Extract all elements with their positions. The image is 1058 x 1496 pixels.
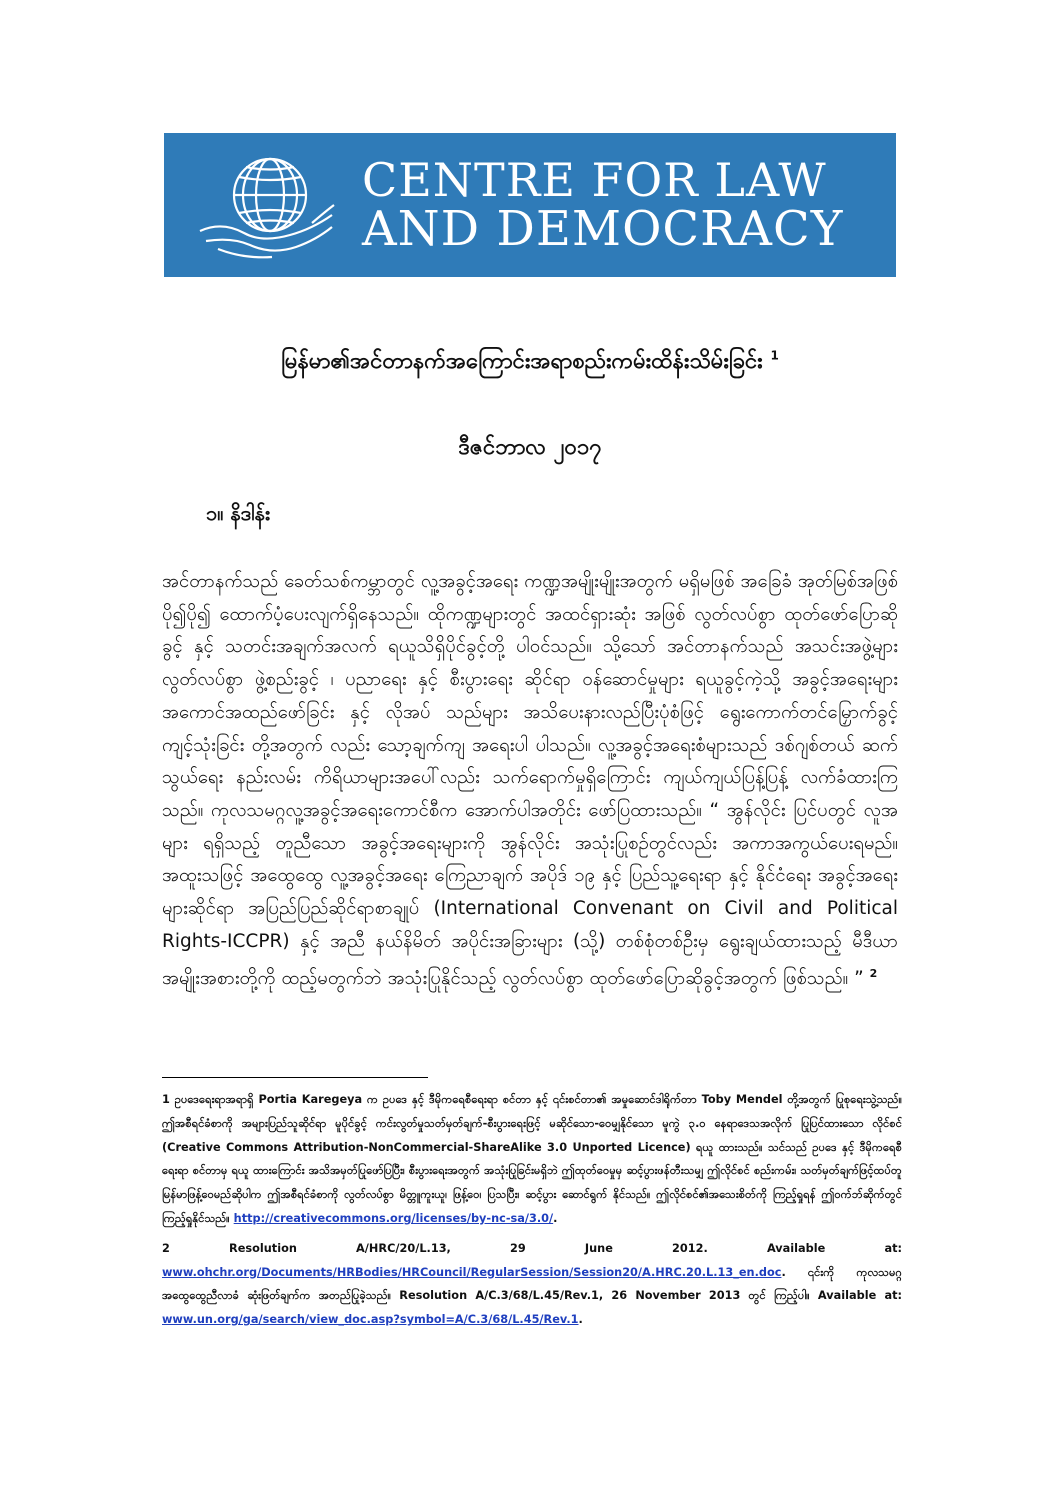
logo-text-line-1: CENTRE FOR LAW: [362, 152, 827, 207]
organization-banner: [164, 133, 896, 277]
footnote-2-link-2[interactable]: www.un.org/ga/search/view_doc.asp?symbol=A/C.3/68/L.45/Rev.1: [162, 1313, 579, 1327]
footnote-2-link[interactable]: www.ohchr.org/Documents/HRBodies/HRCouncil/RegularSession/Session20/A.HRC.20.L.13_en.doc: [162, 1265, 782, 1279]
footnote-2-text: 2 Resolution A/HRC/20/L.13, 29 June 2012. Available at:: [162, 1241, 902, 1255]
footnote-2-middle: . ၎င်းကို ကုလသမဂ္ဂအထွေထွေညီလာခံ ဆုံးဖြတ်ချက်က အတည်ပြုခဲ့သည်။ Resolution A/C.3/68/L.45/Rev.1, 26 November 2013 တွင် ကြည့်ပါ။ Available at:: [162, 1265, 902, 1303]
document-title: [160, 346, 900, 379]
footnote-1-end: .: [553, 1211, 558, 1225]
document-date: ဒီဇင်ဘာလ ၂၀၁၇: [458, 435, 602, 460]
document-title-text: မြန်မာ၏အင်တာနက်အကြောင်းအရာစည်းကမ်းထိန်းသိမ်းခြင်း: [281, 349, 763, 374]
footnote-2-end: .: [578, 1313, 583, 1327]
globe-in-hand-icon: [192, 145, 342, 265]
logo-text-line-2: AND DEMOCRACY: [362, 200, 844, 257]
footnote-ref-2[interactable]: 2: [869, 967, 878, 981]
footnote-1-link[interactable]: http://creativecommons.org/licenses/by-nc-sa/3.0/: [233, 1211, 554, 1225]
footnote-1-text: 1 ဥပဒေရေးရာအရာရှိ Portia Karegeya က ဥပဒေ နှင့် ဒီမိုကရေစီရေးရာ စင်တာ နှင့် ၎င်းစင်တာ၏ အမှုဆောင်ဒါရိုက်တာ Toby Mendel တို့အတွက် ပြုစုရေးသွဲ့သည်။ ဤအစီရင်ခံစာကို အများပြည်သူဆိုင်ရာ မူပိုင်ခွင့် ကင်းလွတ်မှုသတ်မှတ်ချက်-စီးပွားရေးဖြင့် မဆိုင်သော-ဝေမျှနိုင်သော မူကွဲ ၃.၀ နေရာဒေသအလိုက် ပြုပြင်ထားသော လိုင်စင် (Creative Commons Attribution-NonCommercial-ShareAlike 3.0 Unported Licence) ရယူ ထားသည်။ သင်သည် ဥပဒေ နှင့် ဒီမိုကရေစီ ရေးရာ စင်တာမှ ရယူ ထားကြောင်း အသိအမှတ်ပြုဖော်ပြပြီး၊ စီးပွားရေးအတွက် အသုံးပြုခြင်းမရှိဘဲ ဤထုတ်ဝေမှုမှ ဆင့်ပွားဖန်တီးသမျှ ဤလိုင်စင် စည်းကမ်း၊ သတ်မှတ်ချက်ဖြင့်ထပ်တူ မြန်မာဖြန့်ဝေမည်ဆိုပါက ဤအစီရင်ခံစာကို လွတ်လပ်စွာ မိတ္တူကူးယူ၊ ဖြန့်ဝေ၊ ပြသပြီး၊ ဆင့်ပွား ဆောင်ရွက် နိုင်သည်။ ဤလိုင်စင်၏အသေးစိတ်ကို ကြည့်ရှုရန် ဤဝက်ဘ်ဆိုက်တွင် ကြည့်ရှုနိုင်သည်။: [162, 1093, 902, 1225]
body-paragraph: [162, 566, 898, 996]
footnote-divider: [162, 1077, 428, 1078]
footnote-2: [162, 1237, 902, 1332]
footnote-1: [162, 1088, 902, 1231]
section-heading: ၁။ နိဒါန်း: [206, 501, 270, 525]
footnotes: [162, 1088, 902, 1338]
footnote-ref-1[interactable]: 1: [770, 348, 779, 363]
body-paragraph-text: အင်တာနက်သည် ခေတ်သစ်ကမ္ဘာတွင် လူ့အခွင့်အရေး ကဏ္ဍအမျိုးမျိုးအတွက် မရှိမဖြစ် အခြေခံ အုတ်မြစ်အဖြစ် ပို၍ပို၍ ထောက်ပံ့ပေးလျက်ရှိနေသည်။ ထိုကဏ္ဍများတွင် အထင်ရှားဆုံး အဖြစ် လွတ်လပ်စွာ ထုတ်ဖော်ပြောဆိုခွင့် နှင့် သတင်းအချက်အလက် ရယူသိရှိပိုင်ခွင့်တို့ ပါဝင်သည်။ သို့သော် အင်တာနက်သည် အသင်းအဖွဲ့များ လွတ်လပ်စွာ ဖွဲ့စည်းခွင့် ၊ ပညာရေး နှင့် စီးပွားရေး ဆိုင်ရာ ဝန်ဆောင်မှုများ ရယူခွင့်ကဲ့သို့ အခွင့်အရေးများ အကောင်အထည်ဖော်ခြင်း နှင့် လိုအပ် သည်များ အသိပေးနားလည်ပြီးပုံစံဖြင့် ရွေးကောက်တင်မြှောက်ခွင့် ကျင့်သုံးခြင်း တို့အတွက် လည်း သော့ချက်ကျ အရေးပါ ပါသည်။ လူ့အခွင့်အရေးစံများသည် ဒစ်ဂျစ်တယ် ဆက်သွယ်ရေး နည်းလမ်း ကိရိယာများအပေါ်လည်း သက်ရောက်မှုရှိကြောင်း ကျယ်ကျယ်ပြန့်ပြန့် လက်ခံထားကြ သည်။ ကုလသမဂ္ဂလူ့အခွင့်အရေးကောင်စီက အောက်ပါအတိုင်း ဖော်ပြထားသည်။ “ အွန်လိုင်း ပြင်ပတွင် လူအများ ရရှိသည့် တူညီသော အခွင့်အရေးများကို အွန်လိုင်း အသုံးပြုစဉ်တွင်လည်း အကာအကွယ်ပေးရမည်။ အထူးသဖြင့် အထွေထွေ လူ့အခွင့်အရေး ကြေညာချက် အပိုဒ် ၁၉ နှင့် ပြည်သူ့ရေးရာ နှင့် နိုင်ငံရေး အခွင့်အရေးများဆိုင်ရာ အပြည်ပြည်ဆိုင်ရာစာချုပ် (International Convenant on Civil and Political Rights-ICCPR) နှင့် အညီ နယ်နိမိတ် အပိုင်းအခြားများ (သို့) တစ်စုံတစ်ဦးမှ ရွေးချယ်ထားသည့် မီဒီယာအမျိုးအစားတို့ကို ထည့်မတွက်ဘဲ အသုံးပြုနိုင်သည့် လွတ်လပ်စွာ ထုတ်ဖော်ပြောဆိုခွင့်အတွက် ဖြစ်သည်။ ”: [162, 571, 898, 990]
